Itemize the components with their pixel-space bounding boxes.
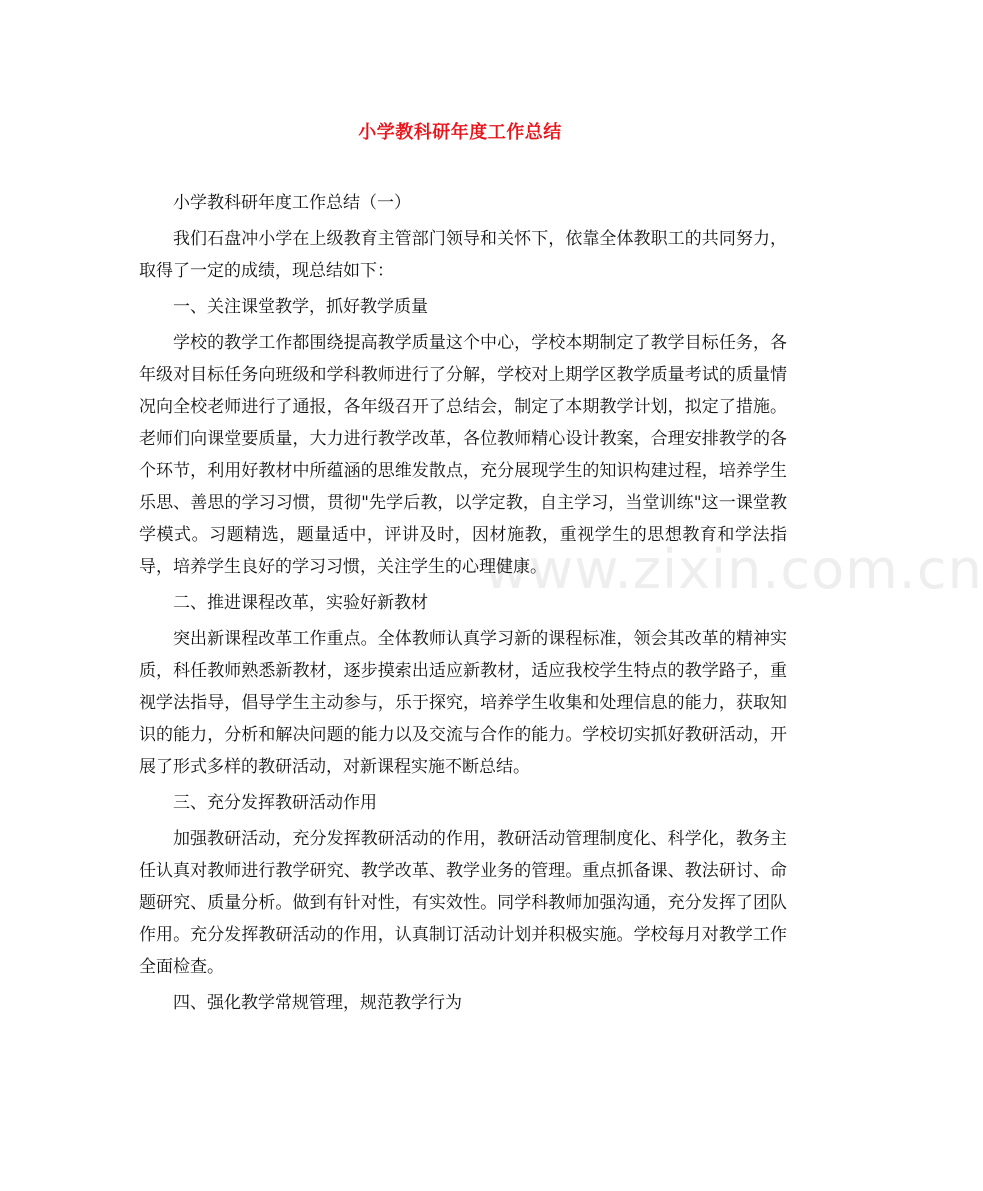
watermark: www.zixin.com.cn: [484, 538, 983, 601]
document-title: 小学教科研年度工作总结: [358, 122, 562, 143]
paragraph-section-1: 学校的教学工作都围绕提高教学质量这个中心，学校本期制定了教学目标任务，各年级对目标任务向班级和学科教师进行了分解，学校对上期学区教学质量考试的质量情况向全校老师进行了通报，各年级召开了总结会，制定了本期教学计划，拟定了措施。老师们向课堂要质量，大力进行教学改革，各位教师精心设计教案，合理安排教学的各个环节，利用好教材中所蕴涵的思维发散点，充分展现学生的知识构建过程，培养学生乐思、善思的学习习惯，贯彻"先学后教，以学定教，自主学习，当堂训练"这一课堂教学模式。习题精选，题量适中，评讲及时，因材施教，重视学生的思想教育和学法指导，培养学生良好的学习习惯，关注学生的心理健康。: [139, 333, 787, 577]
paragraph-section-3: 加强教研活动，充分发挥教研活动的作用，教研活动管理制度化、科学化，教务主任认真对教师进行教学研究、教学改革、教学业务的管理。重点抓备课、教法研讨、命题研究、质量分析。做到有针对性，有实效性。同学科教师加强沟通，充分发挥了团队作用。充分发挥教研活动的作用，认真制订活动计划并积极实施。学校每月对教学工作全面检查。: [139, 829, 787, 977]
section-heading-3: 三、充分发挥教研活动作用: [173, 793, 377, 813]
subtitle: 小学教科研年度工作总结（一）: [173, 193, 411, 213]
section-heading-2: 二、推进课程改革，实验好新教材: [173, 593, 428, 613]
section-heading-1: 一、关注课堂教学，抓好教学质量: [173, 297, 428, 317]
section-heading-4: 四、强化教学常规管理，规范教学行为: [173, 993, 462, 1013]
paragraph-section-2: 突出新课程改革工作重点。全体教师认真学习新的课程标准，领会其改革的精神实质，科任教师熟悉新教材，逐步摸索出适应新教材，适应我校学生特点的教学路子，重视学法指导，倡导学生主动参与，乐于探究，培养学生收集和处理信息的能力，获取知识的能力，分析和解决问题的能力以及交流与合作的能力。学校切实抓好教研活动，开展了形式多样的教研活动，对新课程实施不断总结。: [139, 629, 787, 777]
document-body: [139, 187, 983, 1023]
paragraph-intro: 我们石盘冲小学在上级教育主管部门领导和关怀下，依靠全体教职工的共同努力，取得了一定的成绩，现总结如下：: [139, 229, 787, 281]
